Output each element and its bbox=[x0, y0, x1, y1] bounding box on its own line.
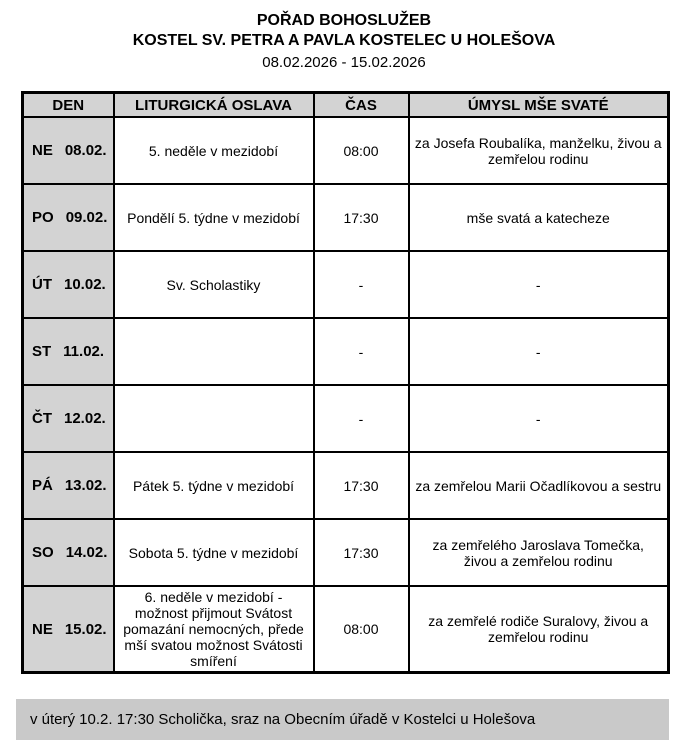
day-abbr: ČT bbox=[32, 410, 52, 427]
day-cell bbox=[23, 184, 114, 251]
intention-cell: - bbox=[409, 251, 669, 318]
table-row bbox=[23, 586, 669, 673]
table-row bbox=[23, 519, 669, 586]
day-cell bbox=[23, 251, 114, 318]
page-title: POŘAD BOHOSLUŽEB bbox=[256, 12, 432, 29]
day-date: 13.02. bbox=[64, 477, 107, 494]
time-cell: 08:00 bbox=[314, 586, 409, 673]
date-range: 08.02.2026 - 15.02.2026 bbox=[262, 54, 426, 71]
table-row bbox=[23, 117, 669, 184]
day-date: 09.02. bbox=[65, 209, 108, 226]
time-cell: - bbox=[314, 251, 409, 318]
time-cell: 17:30 bbox=[314, 519, 409, 586]
table-row bbox=[23, 452, 669, 519]
footer-note: v úterý 10.2. 17:30 Scholička, sraz na Obecním úřadě v Kostelci u Holešova bbox=[16, 699, 669, 740]
table-row bbox=[23, 251, 669, 318]
table-header-row bbox=[23, 93, 669, 118]
column-header-cas: ČAS bbox=[314, 93, 409, 118]
column-header-den: DEN bbox=[23, 93, 114, 118]
intention-cell: - bbox=[409, 318, 669, 385]
intention-cell: za zemřelé rodiče Suralovy, živou a zemřelou rodinu bbox=[409, 586, 669, 673]
day-date: 10.02. bbox=[64, 276, 106, 293]
column-header-liturgicka-oslava: LITURGICKÁ OSLAVA bbox=[114, 93, 314, 118]
celebration-cell: Sobota 5. týdne v mezidobí bbox=[114, 519, 314, 586]
day-abbr: ST bbox=[32, 343, 52, 360]
day-abbr: NE bbox=[32, 142, 53, 159]
time-cell: 17:30 bbox=[314, 184, 409, 251]
celebration-cell bbox=[114, 318, 314, 385]
column-header-umysl-mse-svate: ÚMYSL MŠE SVATÉ bbox=[409, 93, 669, 118]
celebration-cell: 5. neděle v mezidobí bbox=[114, 117, 314, 184]
celebration-cell: Sv. Scholastiky bbox=[114, 251, 314, 318]
day-cell bbox=[23, 318, 114, 385]
day-cell bbox=[23, 519, 114, 586]
celebration-cell: Pátek 5. týdne v mezidobí bbox=[114, 452, 314, 519]
schedule-table bbox=[21, 91, 670, 674]
time-cell: 17:30 bbox=[314, 452, 409, 519]
time-cell: 08:00 bbox=[314, 117, 409, 184]
time-cell: - bbox=[314, 318, 409, 385]
day-cell bbox=[23, 452, 114, 519]
day-cell bbox=[23, 586, 114, 673]
table-row bbox=[23, 318, 669, 385]
celebration-cell bbox=[114, 385, 314, 452]
day-cell bbox=[23, 385, 114, 452]
time-cell: - bbox=[314, 385, 409, 452]
intention-cell: mše svatá a katecheze bbox=[409, 184, 669, 251]
celebration-cell: 6. neděle v mezidobí - možnost přijmout Svátost pomazání nemocných, přede mší svatou možnost Svátosti smíření bbox=[114, 586, 314, 673]
church-name: KOSTEL SV. PETRA A PAVLA KOSTELEC U HOLEŠOVA bbox=[132, 32, 556, 49]
day-date: 11.02. bbox=[63, 343, 105, 360]
day-date: 14.02. bbox=[65, 544, 108, 561]
celebration-cell: Pondělí 5. týdne v mezidobí bbox=[114, 184, 314, 251]
intention-cell: za zemřelého Jaroslava Tomečka, živou a zemřelou rodinu bbox=[409, 519, 669, 586]
intention-cell: za Josefa Roubalíka, manželku, živou a zemřelou rodinu bbox=[409, 117, 669, 184]
title-block bbox=[0, 0, 688, 73]
table-row bbox=[23, 184, 669, 251]
day-abbr: SO bbox=[32, 544, 54, 561]
intention-cell: - bbox=[409, 385, 669, 452]
intention-cell: za zemřelou Marii Očadlíkovou a sestru bbox=[409, 452, 669, 519]
day-date: 12.02. bbox=[64, 410, 106, 427]
day-cell bbox=[23, 117, 114, 184]
day-date: 08.02. bbox=[64, 142, 107, 159]
day-abbr: NE bbox=[32, 620, 53, 638]
table-row bbox=[23, 385, 669, 452]
day-abbr: ÚT bbox=[32, 276, 52, 293]
day-abbr: PÁ bbox=[32, 477, 53, 494]
day-abbr: PO bbox=[32, 209, 54, 226]
day-date: 15.02. bbox=[64, 620, 107, 638]
